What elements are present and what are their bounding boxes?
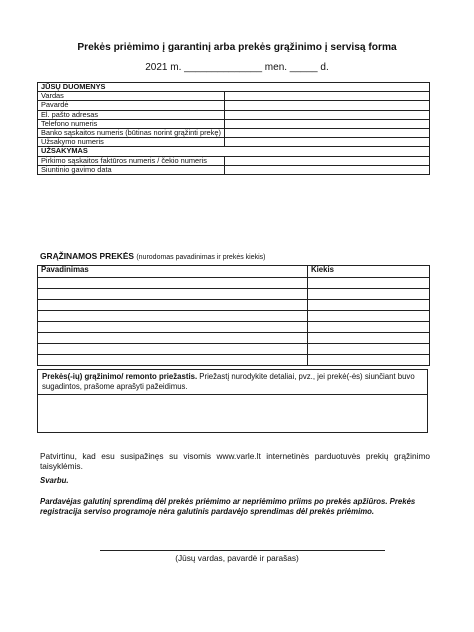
- goods-qty-cell[interactable]: [308, 322, 430, 333]
- goods-row: [38, 322, 430, 333]
- goods-row: [38, 311, 430, 322]
- field-label-invoice-number: Pirkimo sąskaitos faktūros numeris / čekio numeris: [38, 156, 225, 165]
- goods-row: [38, 333, 430, 344]
- field-label-phone: Telefono numeris: [38, 119, 225, 128]
- goods-qty-cell[interactable]: [308, 278, 430, 289]
- goods-name-cell[interactable]: [38, 344, 308, 355]
- field-label-pavarde: Pavardė: [38, 101, 225, 110]
- field-value-bank-account[interactable]: [225, 129, 430, 138]
- goods-qty-cell[interactable]: [308, 333, 430, 344]
- goods-row: [38, 289, 430, 300]
- field-label-delivery-date: Siuntinio gavimo data: [38, 165, 225, 174]
- field-value-email[interactable]: [225, 110, 430, 119]
- reason-box: [37, 369, 428, 433]
- goods-section-title: [40, 251, 266, 261]
- client-section-title: JŪSŲ DUOMENYS: [38, 83, 430, 92]
- reason-input-area[interactable]: [38, 395, 427, 431]
- goods-name-cell[interactable]: [38, 333, 308, 344]
- goods-name-cell[interactable]: [38, 278, 308, 289]
- goods-title-note: (nurodomas pavadinimas ir prekės kiekis): [136, 254, 266, 261]
- field-value-delivery-date[interactable]: [225, 165, 430, 174]
- goods-name-cell[interactable]: [38, 300, 308, 311]
- field-label-bank-account: Banko sąskaitos numeris (būtinas norint grąžinti prekę): [38, 129, 225, 138]
- goods-row: [38, 300, 430, 311]
- form-title: Prekės priėmimo į garantinį arba prekės grąžinimo į servisą forma: [77, 42, 397, 53]
- goods-qty-cell[interactable]: [308, 344, 430, 355]
- order-section-title: UŽSAKYMAS: [38, 147, 430, 156]
- goods-row: [38, 278, 430, 289]
- confirmation-text: Patvirtinu, kad esu susipažinęs su visomis www.varle.lt internetinės parduotuvės prekių grąžinimo taisyklėmis.: [40, 451, 430, 471]
- field-label-email: El. pašto adresas: [38, 110, 225, 119]
- goods-qty-cell[interactable]: [308, 289, 430, 300]
- signature-line[interactable]: [100, 550, 385, 551]
- goods-col-qty: Kiekis: [308, 266, 430, 278]
- reason-header: [38, 370, 427, 395]
- goods-row: [38, 355, 430, 366]
- field-value-pavarde[interactable]: [225, 101, 430, 110]
- goods-qty-cell[interactable]: [308, 311, 430, 322]
- important-text: Pardavėjas galutinį sprendimą dėl prekės priėmimo ar nepriėmimo priims po prekės apžiūros. Prekės registracija serviso programoje nėra galutinis pardavėjo sprendimas dėl prekės priėmimo.: [40, 497, 416, 516]
- goods-name-cell[interactable]: [38, 311, 308, 322]
- reason-title: Prekės(-ių) grąžinimo/ remonto priežastis.: [42, 372, 198, 381]
- field-value-order-number[interactable]: [225, 138, 430, 147]
- date-line: 2021 m. ______________ men. _____ d.: [145, 62, 329, 73]
- field-label-order-number: Užsakymo numeris: [38, 138, 225, 147]
- goods-col-name: Pavadinimas: [38, 266, 308, 278]
- goods-qty-cell[interactable]: [308, 300, 430, 311]
- signature-caption: (Jūsų vardas, pavardė ir parašas): [175, 553, 299, 563]
- goods-name-cell[interactable]: [38, 289, 308, 300]
- field-value-phone[interactable]: [225, 119, 430, 128]
- field-value-vardas[interactable]: [225, 92, 430, 101]
- field-value-invoice-number[interactable]: [225, 156, 430, 165]
- goods-name-cell[interactable]: [38, 355, 308, 366]
- client-order-table: [37, 82, 430, 175]
- goods-table: [37, 265, 430, 366]
- goods-qty-cell[interactable]: [308, 355, 430, 366]
- goods-title-text: GRĄŽINAMOS PREKĖS: [40, 251, 134, 261]
- reason-hint: Priežastį nurodykite detaliai, pvz., jei prekė(-ės) siunčiant buvo sugadintos, prašome aprašyti pažeidimus.: [42, 372, 415, 391]
- important-label: Svarbu.: [40, 476, 69, 485]
- field-label-vardas: Vardas: [38, 92, 225, 101]
- goods-row: [38, 344, 430, 355]
- goods-name-cell[interactable]: [38, 322, 308, 333]
